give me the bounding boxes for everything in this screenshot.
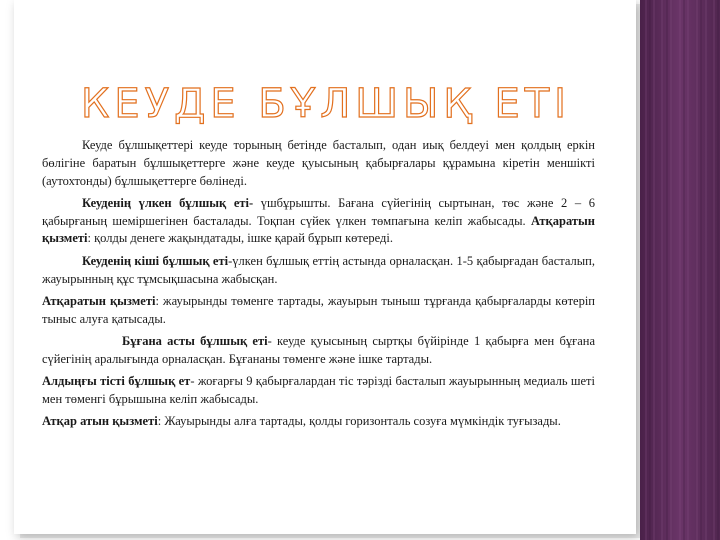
paragraph-text: - кеуде қуысының сыртқы бүйірінде 1 қабырға мен бұғана сүйегінің аралығында орналасқан. Бұғананы төменге және ішке тартады. <box>42 333 596 366</box>
decorative-side-strip <box>640 0 720 540</box>
slide-body <box>42 137 595 435</box>
paragraph-text: : қолды денеге жақындатады, ішке қарай бұрып көтереді. <box>87 231 394 246</box>
paragraph-heading: Атқаратын қызметі <box>42 293 156 308</box>
paragraph-serratus-function <box>42 413 595 431</box>
paragraph-text: : жауырынды төменге тартады, жауырын тыныш тұрғанда қабырғаларды көтеріп тыныс алуға қатысады. <box>42 293 595 326</box>
paragraph-text: - жоғарғы 9 қабырғалардан тіс тәрізді басталып жауырынның медиаль шеті мен төменгі бұрышына келіп жабысады. <box>42 374 595 406</box>
paragraph-heading: Кеуденің кіші бұлшық еті <box>82 253 229 268</box>
paragraph-text: Кеуде бұлшықеттері кеуде торының бетінде басталып, одан иық белдеуі мен қолдың еркін бөлігіне баратын бұлшықеттерге және кеуде қуысының қабырғалары құрамына кіретін меншікті (аутохтонды) бұлшықеттерге бөлінеді. <box>42 138 595 188</box>
paragraph-serratus-anterior <box>42 373 595 409</box>
paragraph-intro <box>42 137 595 190</box>
paragraph-pectoralis-minor <box>42 253 595 289</box>
paragraph-heading: Кеуденің үлкен бұлшық еті- <box>82 195 254 210</box>
paragraph-subclavius <box>42 333 595 369</box>
paragraph-heading: Атқар атын қызметі <box>42 414 158 429</box>
paragraph-text: үшбұрышты. Бағана сүйегінің сыртынан, төс және 2 – 6 қабырғаның шеміршегінен басталады. Тоқпан сүйек үлкен төмпағына келіп жабысады. <box>42 195 595 228</box>
paragraph-text: -үлкен бұлшық еттің астында орналасқан. 1-5 қабырғадан басталып, жауырынның құс тұмсықшасына жабысқан. <box>42 253 595 286</box>
slide-title: КЕУДЕ БҰЛШЫҚ ЕТІ <box>81 81 571 127</box>
paragraph-pectoralis-major <box>42 195 595 248</box>
paragraph-text: : Жауырынды алға тартады, қолды горизонталь созуға мүмкіндік туғызады. <box>157 414 561 429</box>
paragraph-heading: Атқаратын қызметі <box>42 213 595 246</box>
paragraph-heading: Бұғана асты бұлшық еті <box>122 333 268 348</box>
paragraph-function <box>42 293 595 329</box>
paragraph-heading: Алдыңғы тісті бұлшық ет <box>42 374 191 389</box>
